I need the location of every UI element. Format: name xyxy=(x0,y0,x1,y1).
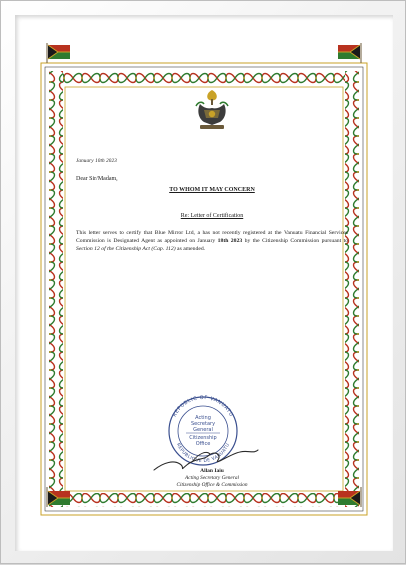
letter-subject: Re: Letter of Certification xyxy=(180,213,244,219)
stamp-line-4: Citizenship xyxy=(189,435,217,441)
vanuatu-flag-icon xyxy=(45,487,71,507)
body-part-5: as amended. xyxy=(177,245,206,252)
letter-date: January 10th 2023 xyxy=(76,158,117,164)
letter-body xyxy=(76,230,348,254)
body-date: 18th 2023 xyxy=(217,237,243,244)
stamp-line-3: General xyxy=(193,427,213,433)
vanuatu-flag-icon xyxy=(337,43,363,63)
stamp-ring-bottom: REPUBLIQUE DE VANUATU xyxy=(174,442,232,465)
vanuatu-flag-icon xyxy=(337,487,363,507)
stamp-line-1: Acting xyxy=(195,415,211,421)
stamp-ring-top: REPUBLIC OF VANUATU xyxy=(171,394,235,419)
coat-of-arms-icon xyxy=(192,88,232,132)
official-stamp xyxy=(148,384,263,479)
stamp-line-5: Office xyxy=(195,441,211,447)
signatory-office: Citizenship Office & Commission xyxy=(176,482,248,488)
body-act-reference: Section 12 of the Citizenship Act (Cap. 112) xyxy=(76,245,176,252)
vanuatu-flag-icon xyxy=(45,43,71,63)
salutation: Dear Sir/Madam, xyxy=(76,176,118,182)
stamp-line-2: Secretary xyxy=(190,421,216,427)
letter-heading: TO WHOM IT MAY CONCERN xyxy=(169,187,255,193)
signatory-name: Allan Iaiu xyxy=(200,468,224,474)
body-part-3: by the Citizenship Commission pursuant to xyxy=(244,237,349,244)
body-part-1: This letter serves to certify that Blue Mirror Ltd, a has not recently registered at the Vanuatu Financial Services Commission is Designated Agent as appointed on January xyxy=(76,230,348,244)
signatory-title: Acting Secretary General xyxy=(185,475,239,481)
